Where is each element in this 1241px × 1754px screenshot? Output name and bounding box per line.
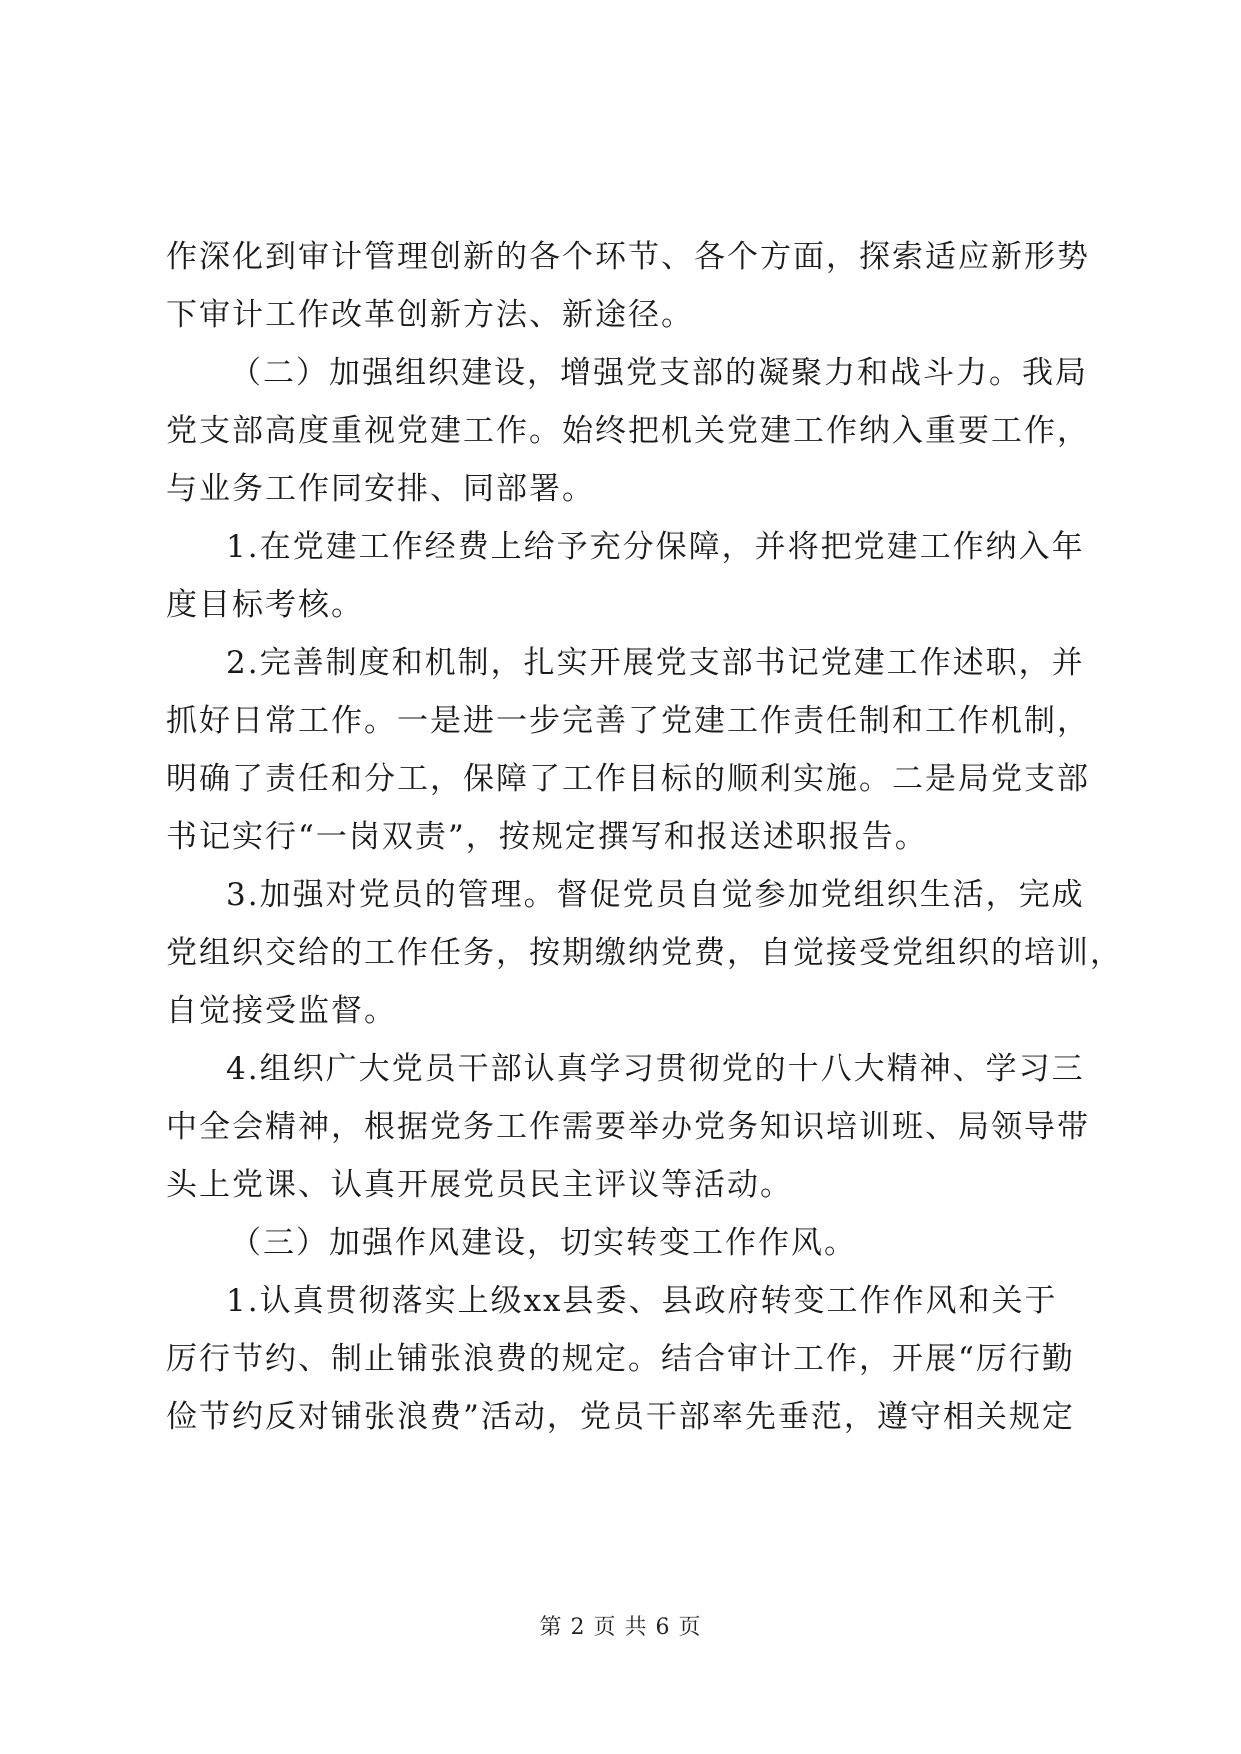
numbered-item-line: 3.加强对党员的管理。督促党员自觉参加党组织生活，完成 <box>226 877 1085 913</box>
text-line: 头上党课、认真开展党员民主评议等活动。 <box>166 1167 793 1203</box>
text-line: 作深化到审计管理创新的各个环节、各个方面，探索适应新形势 <box>166 239 1090 275</box>
numbered-item-line: 1.认真贯彻落实上级xx县委、县政府转变工作作风和关于 <box>226 1283 1058 1319</box>
text-line: 下审计工作改革创新方法、新途径。 <box>166 297 694 333</box>
text-line: 明确了责任和分工，保障了工作目标的顺利实施。二是局党支部 <box>166 761 1090 797</box>
page-number-footer: 第 2 页 共 6 页 <box>539 1615 702 1640</box>
section-heading-line: （二）加强组织建设，增强党支部的凝聚力和战斗力。我局 <box>230 355 1088 391</box>
text-line: 党组织交给的工作任务，按期缴纳党费，自觉接受党组织的培训， <box>166 935 1123 971</box>
text-line: 中全会精神，根据党务工作需要举办党务知识培训班、局领导带 <box>166 1109 1090 1145</box>
numbered-item-line: 2.完善制度和机制，扎实开展党支部书记党建工作述职，并 <box>226 645 1085 681</box>
text-line: 与业务工作同安排、同部署。 <box>166 471 595 507</box>
text-line: 抓好日常工作。一是进一步完善了党建工作责任制和工作机制， <box>166 703 1090 739</box>
text-line: 俭节约反对铺张浪费”活动，党员干部率先垂范，遵守相关规定 <box>166 1399 1075 1435</box>
numbered-item-line: 1.在党建工作经费上给予充分保障，并将把党建工作纳入年 <box>226 529 1085 565</box>
numbered-item-line: 4.组织广大党员干部认真学习贯彻党的十八大精神、学习三 <box>226 1051 1085 1087</box>
text-line: 党支部高度重视党建工作。始终把机关党建工作纳入重要工作， <box>166 413 1090 449</box>
document-body <box>166 228 1123 1446</box>
text-line: 自觉接受监督。 <box>166 993 397 1029</box>
text-line: 度目标考核。 <box>166 587 364 623</box>
text-line: 厉行节约、制止铺张浪费的规定。结合审计工作，开展“厉行勤 <box>166 1341 1075 1377</box>
text-line: 书记实行“一岗双责”，按规定撰写和报送述职报告。 <box>166 819 928 855</box>
section-heading-line: （三）加强作风建设，切实转变工作作风。 <box>230 1225 857 1261</box>
